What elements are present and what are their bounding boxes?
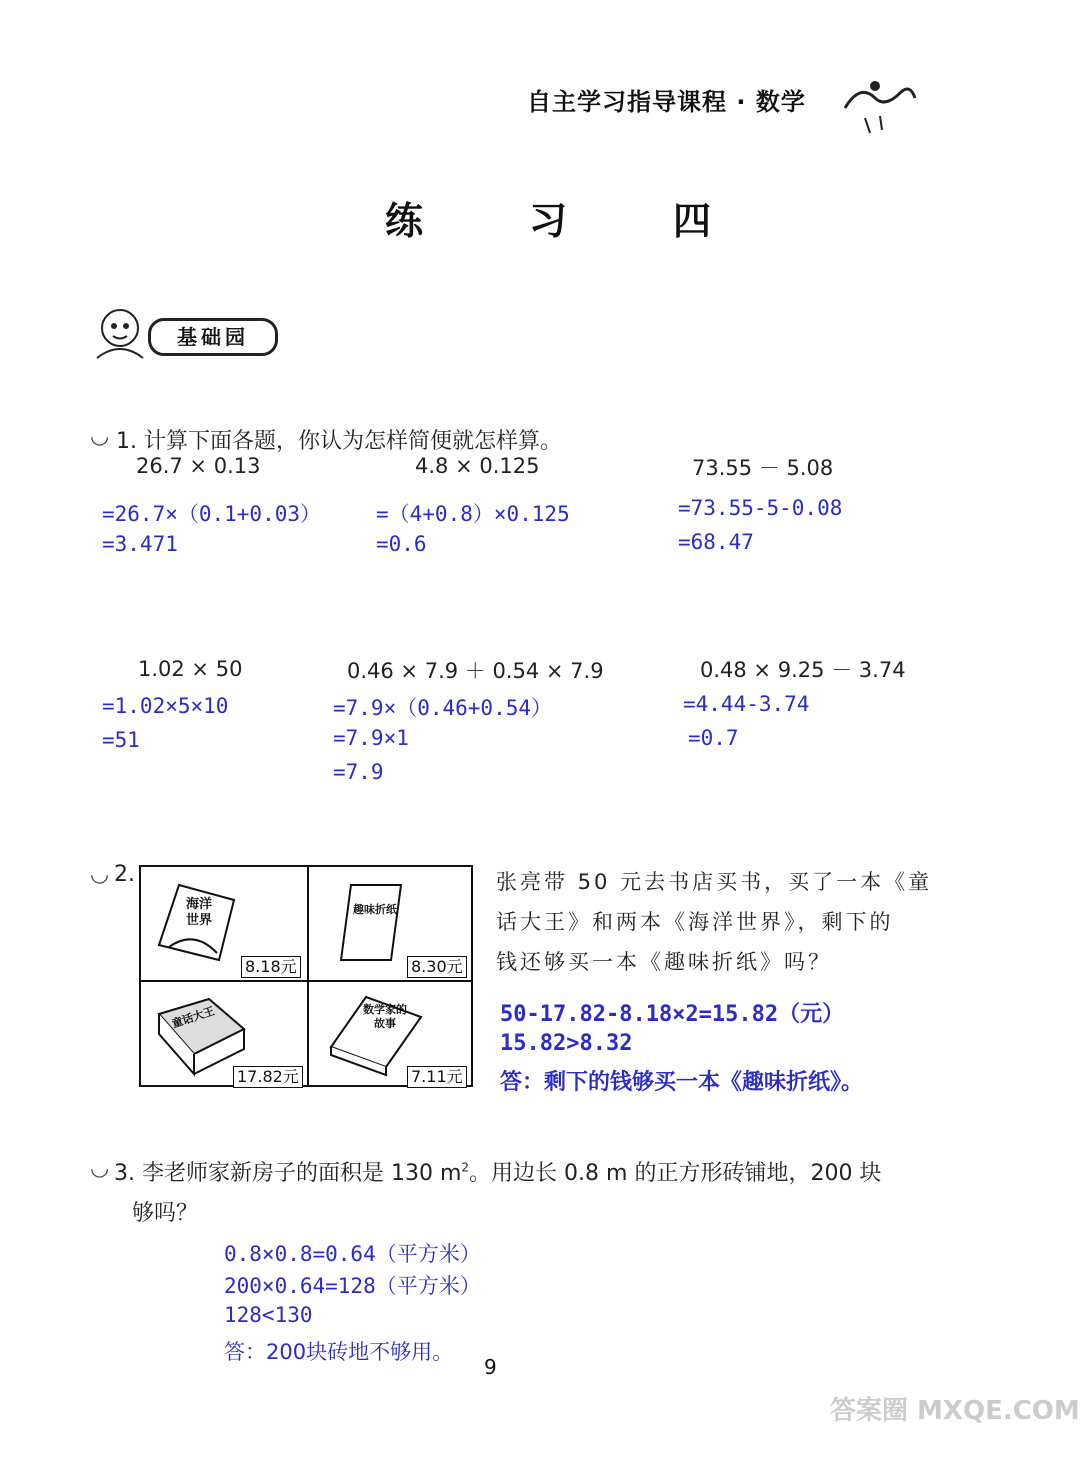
q3-prompt-line2: 够吗？: [132, 1201, 199, 1226]
book-price: 7.11元: [407, 1066, 467, 1088]
work-line: =68.47: [678, 530, 754, 554]
section-badge: 基础园: [148, 318, 278, 356]
mascot-icon: [835, 48, 925, 138]
problem-expr: 4.8 × 0.125: [415, 454, 540, 478]
book-title: 童话大王: [170, 1004, 217, 1031]
header-title: 自主学习指导课程 · 数学: [527, 88, 806, 116]
problem-expr: 0.46 × 7.9 ＋ 0.54 × 7.9: [347, 659, 604, 683]
q3-answer-line: 答：200块砖地不够用。: [224, 1340, 454, 1364]
work-line: =0.7: [688, 726, 739, 750]
q2-answer-line: 50-17.82-8.18×2=15.82（元）: [500, 1002, 845, 1027]
work-line: =73.55-5-0.08: [678, 496, 843, 520]
work-line: =7.9: [333, 760, 384, 784]
q2-number: 2.: [114, 862, 135, 887]
page-number: 9: [484, 1355, 497, 1379]
work-line: =0.6: [376, 532, 427, 556]
book-price: 17.82元: [233, 1066, 303, 1088]
q3-marker: ◡: [90, 1156, 110, 1181]
work-line: =4.44-3.74: [683, 692, 810, 716]
work-line: =1.02×5×10: [102, 694, 229, 718]
q2-text-line: 钱还够买一本《趣味折纸》吗？: [496, 950, 832, 974]
problem-expr: 26.7 × 0.13: [136, 454, 261, 478]
work-line: =51: [102, 728, 140, 752]
q3-prompt: 3. 李老师家新房子的面积是 130 $m^2$。用边长 0.8 m 的正方形砖铺地，200 块: [114, 1160, 882, 1186]
work-line: =3.471: [102, 532, 178, 556]
q2-text-line: 话大王》和两本《海洋世界》，剩下的: [496, 910, 894, 934]
q3-answer-line: 0.8×0.8=0.64（平方米）: [224, 1242, 481, 1266]
book-price: 8.30元: [407, 956, 467, 978]
page-title: 练 习 四: [385, 198, 746, 243]
book-price-table: [139, 865, 473, 1087]
q2-answer-line: 答：剩下的钱够买一本《趣味折纸》。: [500, 1070, 864, 1095]
q3-answer-line: 128<130: [224, 1303, 313, 1327]
problem-expr: 0.48 × 9.25 － 3.74: [700, 658, 906, 682]
q1-marker: ◡: [90, 424, 110, 449]
q2-answer-line: 15.82>8.32: [500, 1031, 633, 1056]
watermark: 答案圈 MXQE.COM: [830, 1396, 1080, 1426]
book-price: 8.18元: [241, 956, 301, 978]
student-icon: [85, 298, 155, 368]
q2-text-line: 张亮带 50 元去书店买书，买了一本《童: [496, 870, 933, 894]
problem-expr: 1.02 × 50: [138, 657, 243, 681]
book-icon: [331, 875, 421, 967]
work-line: =（4+0.8）×0.125: [376, 502, 570, 526]
q1-prompt: 1. 计算下面各题，你认为怎样简便就怎样算。: [116, 429, 562, 454]
book-title: 趣味折纸: [353, 903, 397, 916]
book-title: 数学家的故事: [363, 1003, 407, 1030]
q2-marker: ◡: [90, 862, 110, 887]
work-line: =7.9×1: [333, 726, 409, 750]
q3-answer-line: 200×0.64=128（平方米）: [224, 1274, 481, 1298]
book-title: 海洋世界: [186, 897, 213, 928]
work-line: =7.9×（0.46+0.54）: [333, 696, 553, 720]
problem-expr: 73.55 － 5.08: [692, 456, 834, 480]
work-line: =26.7×（0.1+0.03）: [102, 502, 322, 526]
